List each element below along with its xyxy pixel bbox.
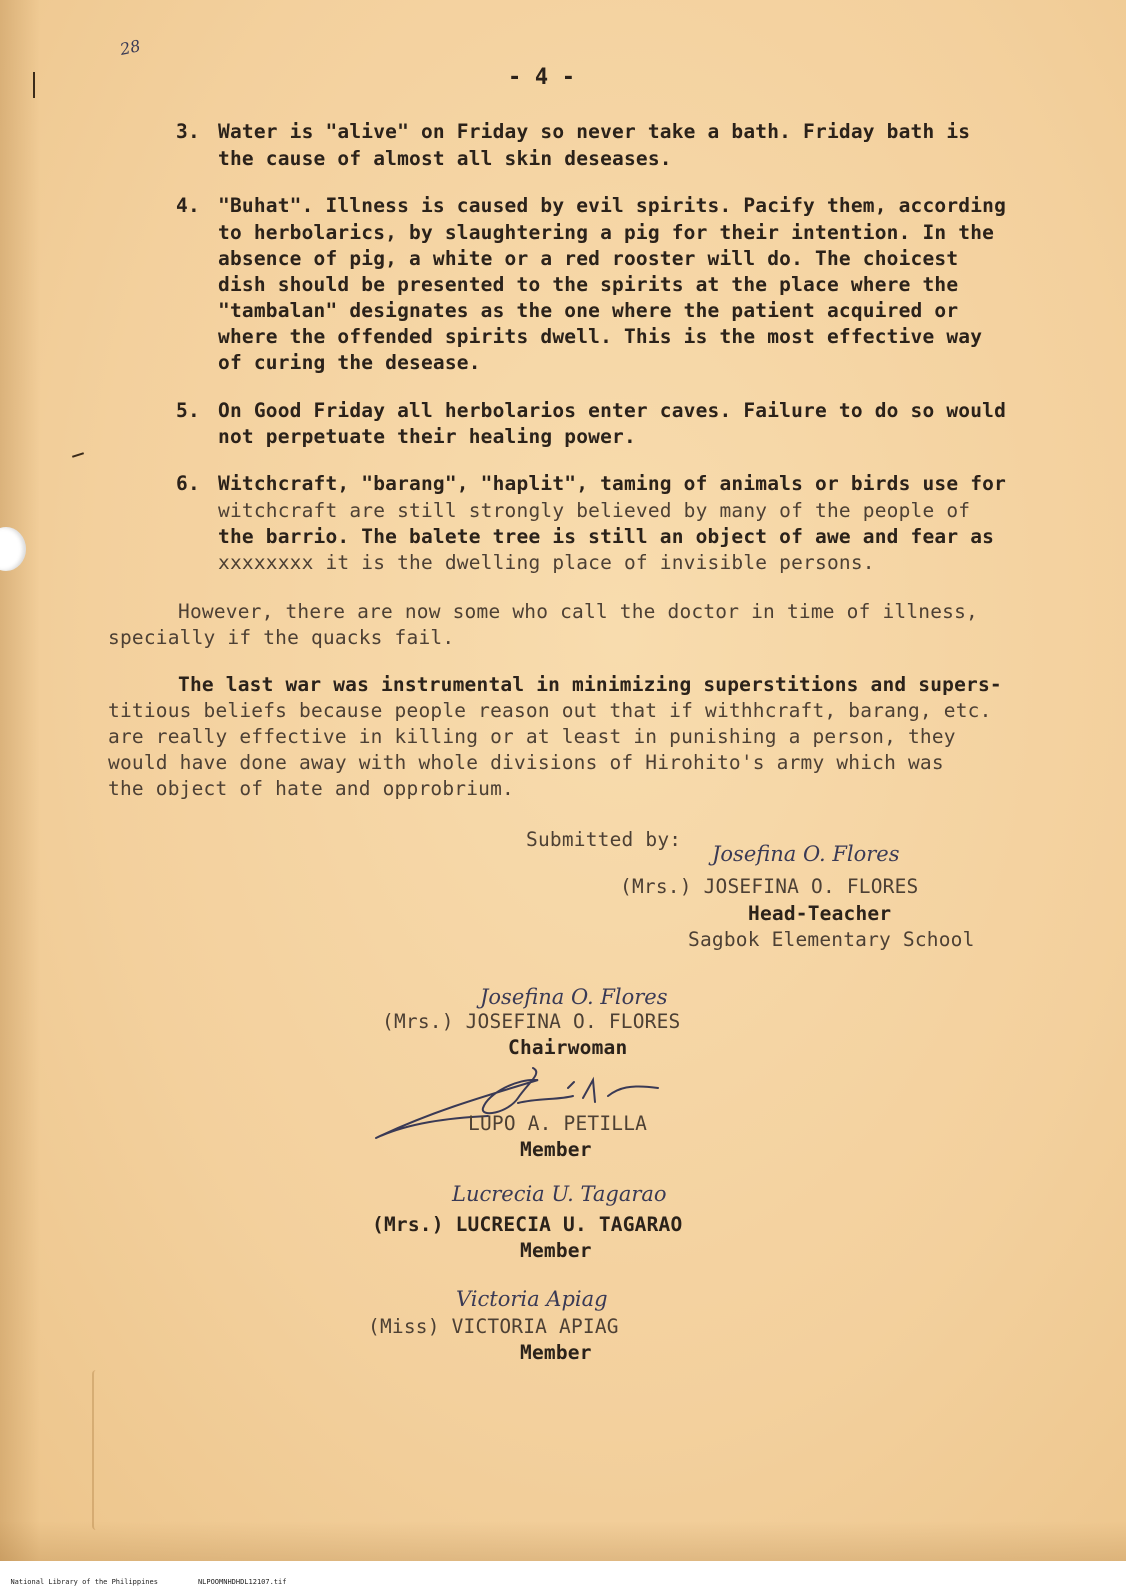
submitter-title: Head-Teacher <box>748 902 892 925</box>
item-line: "tambalan" designates as the one where the patient acquired or <box>218 299 959 322</box>
item-line: Witchcraft, "barang", "haplit", taming of animals or birds use for <box>218 472 1007 495</box>
submitter-school: Sagbok Elementary School <box>688 928 975 951</box>
item-line: not perpetuate their healing power. <box>218 425 636 448</box>
page-crease <box>92 1370 102 1530</box>
committee-name: LUPO A. PETILLA <box>468 1112 648 1135</box>
page-number: - 4 - <box>508 65 576 90</box>
item-line: dish should be presented to the spirits at the place where the <box>218 273 959 296</box>
item-line: Water is "alive" on Friday so never take a bath. Friday bath is <box>218 120 971 143</box>
page-edge-shadow <box>0 0 40 1575</box>
paragraph-line: titious beliefs because people reason out that if withhcraft, barang, etc. <box>108 699 992 722</box>
signature-flores-1: Josefina O. Flores <box>712 842 900 866</box>
submitted-label: Submitted by: <box>526 828 682 851</box>
paragraph-line: However, there are now some who call the doctor in time of illness, <box>178 600 978 623</box>
item-line: xxxxxxxx it is the dwelling place of invisible persons. <box>218 551 875 574</box>
item-line: On Good Friday all herbolarios enter caves. Failure to do so would <box>218 399 1007 422</box>
paragraph-line: The last war was instrumental in minimizing superstitions and supers- <box>178 673 1002 696</box>
footer-source: National Library of the Philippines <box>10 1578 158 1586</box>
signature-flores-2: Josefina O. Flores <box>480 985 668 1009</box>
paragraph-line: the object of hate and opprobrium. <box>108 777 514 800</box>
signature-apiag: Victoria Apiag <box>456 1287 608 1311</box>
signature-tagarao: Lucrecia U. Tagarao <box>452 1182 667 1206</box>
item-number: 4. <box>176 194 200 217</box>
paragraph-line: specially if the quacks fail. <box>108 626 455 649</box>
item-number: 5. <box>176 399 200 422</box>
item-line: "Buhat". Illness is caused by evil spirits. Pacify them, according <box>218 194 1007 217</box>
item-line: the cause of almost all skin deseases. <box>218 147 672 170</box>
committee-name: (Mrs.) JOSEFINA O. FLORES <box>382 1010 681 1033</box>
footer-filename: NLPOOMNHDHDL12107.tif <box>197 1578 287 1586</box>
scan-footer <box>0 1561 1126 1586</box>
committee-role: Member <box>520 1138 592 1161</box>
item-line: witchcraft are still strongly believed by many of the people of <box>218 499 971 522</box>
committee-role: Member <box>520 1239 592 1262</box>
paragraph-line: are really effective in killing or at least in punishing a person, they <box>108 725 956 748</box>
item-number: 6. <box>176 472 200 495</box>
committee-name: (Miss) VICTORIA APIAG <box>368 1315 619 1338</box>
paragraph-line: would have done away with whole divisions of Hirohito's army which was <box>108 751 944 774</box>
committee-name: (Mrs.) LUCRECIA U. TAGARAO <box>372 1213 683 1236</box>
page-note: 28 <box>118 36 143 59</box>
committee-role: Member <box>520 1341 592 1364</box>
item-line: absence of pig, a white or a red rooster will do. The choicest <box>218 247 959 270</box>
committee-role: Chairwoman <box>508 1036 628 1059</box>
margin-mark <box>72 452 84 458</box>
item-line: the barrio. The balete tree is still an object of awe and fear as <box>218 525 995 548</box>
page-bottom-shadow <box>0 1521 1126 1561</box>
item-line: to herbolarics, by slaughtering a pig for their intention. In the <box>218 221 995 244</box>
item-number: 3. <box>176 120 200 143</box>
item-line: where the offended spirits dwell. This is the most effective way <box>218 325 983 348</box>
submitter-name: (Mrs.) JOSEFINA O. FLORES <box>620 875 919 898</box>
margin-mark <box>33 72 35 98</box>
item-line: of curing the desease. <box>218 351 481 374</box>
